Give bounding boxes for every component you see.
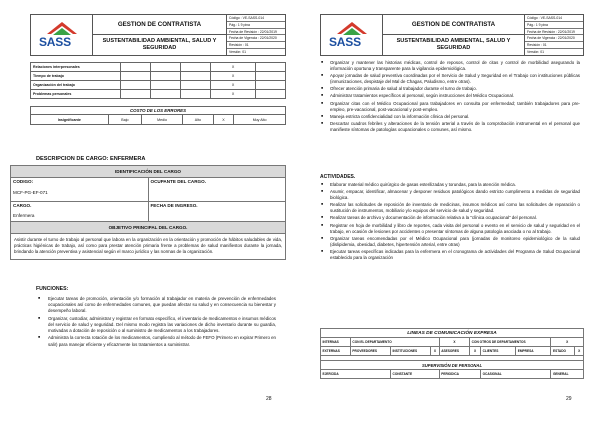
interna-mark: X bbox=[439, 338, 469, 347]
cost-mark: X bbox=[213, 115, 233, 125]
externa-item: ASESORES bbox=[439, 347, 469, 356]
list-item: ■ Descartar cuadros febriles y alteraciones de la tensión arterial a través de la comprobación instrumental en el personal que manifieste síntomas de patologías ocupacionales o comunes, así mismo. bbox=[320, 121, 580, 133]
lineas-title: LINEAS DE COMUNICACIÓN EXPRESA bbox=[321, 329, 584, 338]
meta-revision-date: Fecha de Revisión : 22/01/2019 bbox=[227, 29, 285, 36]
document-header bbox=[320, 14, 584, 56]
list-item: ■ Ejecutar tareas específicas indicadas para la enfermera en el cronograma de actividades del Programa de Salud Ocupacional establecido para la organización bbox=[320, 249, 580, 261]
risk-label: Tiempo de trabajo bbox=[31, 72, 121, 81]
list-item: ■ Ofrecer atención primaria de salud al trabajador durante el turno de trabajo. bbox=[320, 86, 580, 92]
cost-level: Muy Alto bbox=[234, 115, 286, 125]
table-row bbox=[321, 347, 584, 356]
list-item: ■ Administrar tratamientos específicos al personal, según instrucciones del Médico Ocupacional. bbox=[320, 93, 580, 99]
cost-level: Alto bbox=[182, 115, 213, 125]
meta-version: Versión: 01 bbox=[527, 50, 544, 55]
cost-level: Bajo bbox=[108, 115, 142, 125]
risk-label: Relaciones interpersonales bbox=[31, 63, 121, 72]
meta-codigo: Código : VE-SASS-014 bbox=[227, 15, 285, 22]
supervision-item: PERIODICA bbox=[439, 370, 480, 379]
risk-label: Problemas personales bbox=[31, 90, 121, 99]
risk-mark: X bbox=[211, 81, 256, 90]
table-row bbox=[31, 90, 286, 99]
meta-version: Versión: 01 bbox=[229, 50, 246, 55]
externa-item: INSTITUCIONES bbox=[391, 347, 431, 356]
table-row bbox=[31, 63, 286, 72]
risk-mark: X bbox=[211, 72, 256, 81]
externa-item: PROVEEDORES bbox=[350, 347, 390, 356]
header-subtitle: SUSTENTABILIDAD AMBIENTAL, SALUD Y SEGURIDAD bbox=[396, 38, 511, 51]
meta-codigo: Código : VE-SASS-014 bbox=[525, 15, 583, 22]
funciones-title: FUNCIONES: bbox=[36, 286, 69, 292]
ocupante-label: OCUPANTE DEL CARGO. bbox=[150, 179, 206, 184]
document-header bbox=[30, 14, 286, 56]
list-item: ■ Realizar tareas de archivo y documentación de información relativa a la "clínica ocupacional" del personal. bbox=[320, 215, 580, 221]
header-title: GESTION DE CONTRATISTA bbox=[383, 15, 524, 35]
table-row bbox=[31, 81, 286, 90]
supervision-item: CONSTANTE bbox=[391, 370, 440, 379]
cost-level: Medio bbox=[142, 115, 183, 125]
supervision-item: EJERCIDA bbox=[321, 370, 391, 379]
logo-roof-icon bbox=[335, 20, 369, 36]
cargo-value: Enfermera bbox=[13, 213, 35, 218]
table-row bbox=[321, 370, 584, 379]
meta-pagina: Pág.: 1 9 pina bbox=[525, 22, 583, 29]
funciones-list bbox=[36, 296, 276, 349]
externa-item: CLIENTES bbox=[481, 347, 516, 356]
risk-table bbox=[30, 62, 286, 99]
list-item: ■ Ejecutar tareas de promoción, orientación y/o formación al trabajador en materia de prevención de enfermedades ocupacionales así como de enfermedades comunes, que puedan afectar su salud y en consecuencia su bienestar y desempeño laboral. bbox=[36, 296, 276, 314]
ident-title: IDENTIFICACIÓN DEL CARGO bbox=[11, 166, 286, 178]
list-item: ■ Administra la correcta rotación de los medicamentos, cumpliendo al método de FEFO (Primero en expirar Primero en salir) para manejar eficiente y eficazmente los tratamientos a suministrar. bbox=[36, 335, 276, 347]
logo-text: SASS bbox=[329, 35, 361, 49]
logo-text: SASS bbox=[39, 35, 71, 49]
risk-mark: X bbox=[211, 90, 256, 99]
list-item: ■ Realizar las solicitudes de reposición de inventario de medicinas, insumos médicos así como las solicitudes de reparación o sustitución de instrumentos, mobiliario y/o equipos del servicio de salud y seguridad. bbox=[320, 202, 580, 214]
externa-mark: X bbox=[470, 347, 481, 356]
list-item: ■ Organizar citas con el Médico Ocupacional para trabajadores en consulta por enfermedad; también trabajadores para pre-empleo, pre-vacacional, post-vacacional y post-empleo. bbox=[320, 101, 580, 113]
risk-mark: X bbox=[211, 63, 256, 72]
list-item: ■ Asumir, empacar, identificar, almacenar y desponer residuos patológicos dando estricto cumplimento a medidas de seguridad biológica. bbox=[320, 189, 580, 201]
risk-label: Organización del trabajo bbox=[31, 81, 121, 90]
list-item: ■ Elaborar material médico quirúrgico de gasas esterilizadas y torundas, para la atención médica. bbox=[320, 182, 580, 188]
lineas-table bbox=[320, 328, 584, 379]
cargo-label: CARGO. bbox=[13, 203, 32, 208]
page-number: 29 bbox=[566, 396, 572, 402]
job-table bbox=[10, 165, 286, 260]
fecha-label: FECHA DE INGRESO. bbox=[150, 203, 198, 208]
header-meta bbox=[227, 15, 285, 55]
table-row bbox=[31, 72, 286, 81]
list-item: ■ Apoyar jornadas de salud preventiva coordinadas por el Servicio de Salud y Seguridad en el Trabajo con instituciones públicas (inmunizaciones, despistaje del Mal de Chagas, Paludismo, entre otras). bbox=[320, 73, 580, 85]
actividades-title: ACTIVIDADES. bbox=[320, 174, 356, 180]
meta-revision-date: Fecha de Revisión : 22/01/2019 bbox=[525, 29, 583, 36]
externa-mark: X bbox=[575, 347, 584, 356]
supervision-title: SUPERVISIÓN DE PERSONAL bbox=[321, 361, 584, 370]
interna-departamento: CON EL DEPARTAMENTO bbox=[350, 338, 439, 347]
externa-item: ESTADO bbox=[551, 347, 575, 356]
interna-otros: CON OTROS DE DEPARTAMENTOS bbox=[470, 338, 551, 347]
codigo-value: MCF-PG-EF-071 bbox=[13, 190, 48, 195]
externa-item: EMPRESA bbox=[516, 347, 551, 356]
meta-vigencia: Fecha de Vigencia : 22/01/2020 bbox=[227, 35, 285, 42]
page-number: 28 bbox=[266, 396, 272, 402]
objetivo-text: Asistir durante el turno de trabajo al personal que labora en la organización en la orientación y promoción de hábitos saludables de vida, prácticas higiénicas de trabajo, así como para prestar atención primaria frente a problemas de salud manifiestos durante la jornada, brindando la atención preventiva y asistencial según el marco jurídico y las normas de la organización. bbox=[11, 234, 286, 260]
list-item: ■ Maneja estricta confidencialidad con la información clínica del personal. bbox=[320, 114, 580, 120]
externa-mark: X bbox=[431, 347, 440, 356]
meta-revision: Revisión : 01 bbox=[525, 42, 583, 49]
meta-vigencia: Fecha de Vigencia : 22/01/2020 bbox=[525, 35, 583, 42]
interna-label: INTERNAS bbox=[321, 338, 351, 347]
table-row bbox=[321, 338, 584, 347]
list-item: ■ Organizar y mantener las historias médicas, control de reposos, control de citas y control de morbilidad asegurando la información oportuna y transparente para la vigilancia epidemiológica. bbox=[320, 60, 580, 72]
meta-pagina: Pág.: 1 9 pina bbox=[227, 22, 285, 29]
cargo-title: DESCRIPCION DE CARGO: ENFERMERA bbox=[36, 156, 146, 162]
header-subtitle: SUSTENTABILIDAD AMBIENTAL, SALUD Y SEGURIDAD bbox=[102, 38, 217, 51]
logo-roof-icon bbox=[45, 20, 79, 36]
supervision-item: OCASIONAL bbox=[481, 370, 551, 379]
interna-mark: X bbox=[551, 338, 584, 347]
list-item: ■ Organizar, custodiar, administrar y registrar en formato específico, el inventario de medicamentos e insumos médicos del servicio de salud y seguridad. Del mismo modo registra las variaciones de dicho inventario durante su guardia, motivadas a dotación de reposición o al suministro de medicamentos a los trabajadores. bbox=[36, 316, 276, 334]
list-item: ■ Registrar en hoja de morbilidad y libro de reportes, cada visita del personal o evento en el servicio de salud y seguridad en el trabajo, en ocasión de lesiones por accidentes o presentar síntomas de alguna patología asociada o no al trabajo. bbox=[320, 223, 580, 235]
objetivo-title: OBJETIVO PRINCIPAL DEL CARGO. bbox=[11, 222, 286, 234]
actividades-list bbox=[320, 182, 580, 262]
supervision-item: GENERAL bbox=[551, 370, 584, 379]
page-right bbox=[300, 0, 600, 424]
list-item: ■ Organizar tareas encomendadas por el Médico Ocupacional para (jornadas de monitoreo epidemiológico de la salud (dislipidemia, obesidad, diabetes, hipertensión arterial, entre otras) bbox=[320, 236, 580, 248]
cost-level: Insignificante bbox=[31, 115, 109, 125]
cost-table bbox=[30, 106, 286, 125]
codigo-label: CODIGO: bbox=[13, 179, 34, 184]
cost-title: COSTO DE LOS ERRORES bbox=[31, 107, 286, 115]
header-title: GESTION DE CONTRATISTA bbox=[93, 15, 226, 35]
table-row bbox=[31, 115, 286, 125]
logo bbox=[31, 15, 93, 55]
externa-label: EXTERNAS bbox=[321, 347, 351, 356]
logo bbox=[321, 15, 383, 55]
meta-revision: Revisión : 01 bbox=[227, 42, 285, 49]
header-meta bbox=[525, 15, 583, 55]
funciones-list-continued bbox=[320, 60, 580, 134]
